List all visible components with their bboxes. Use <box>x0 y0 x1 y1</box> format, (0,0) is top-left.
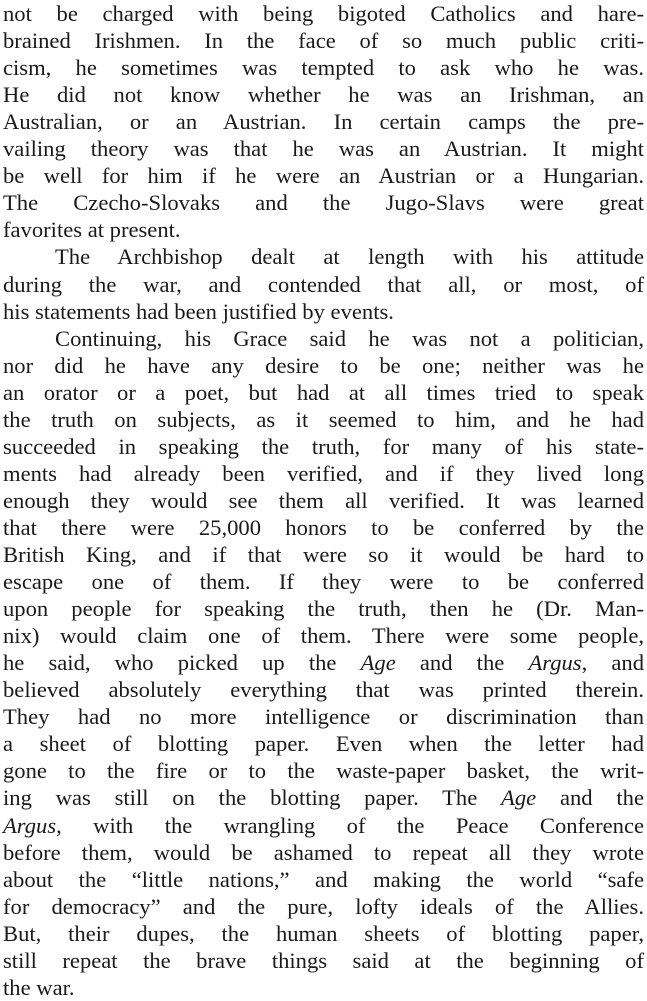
text-line: ments had already been verified, and if they lived long <box>3 460 644 486</box>
text-line: be well for him if he were an Austrian or a Hungarian. <box>3 163 644 189</box>
text-line: The Czecho-Slovaks and the Jugo-Slavs were great <box>3 190 644 216</box>
text-line: But, their dupes, the human sheets of blotting paper, <box>3 920 644 946</box>
text-line: He did not know whether he was an Irishman, an <box>3 82 644 108</box>
text-line: the war. <box>3 974 75 1000</box>
text-line: a sheet of blotting paper. Even when the letter had <box>3 731 644 757</box>
text-line: favorites at present. <box>3 217 181 243</box>
text-line: cism, he sometimes was tempted to ask who he was. <box>3 55 644 81</box>
text-line: nix) would claim one of them. There were some people, <box>3 623 644 649</box>
text-line: The Archbishop dealt at length with his attitude <box>55 244 644 270</box>
text-line: his statements had been justified by events. <box>3 298 394 324</box>
text-line: about the “little nations,” and making the world “safe <box>3 866 644 892</box>
text-line: brained Irishmen. In the face of so much public criti- <box>3 28 644 54</box>
text-line: Argus, with the wrangling of the Peace Conference <box>3 812 644 838</box>
text-line: that there were 25,000 honors to be conferred by the <box>3 514 644 540</box>
text-line: They had no more intelligence or discrimination than <box>3 704 644 730</box>
text-line: upon people for speaking the truth, then he (Dr. Man- <box>3 596 644 622</box>
text-line: for democracy” and the pure, lofty ideals of the Allies. <box>3 893 644 919</box>
text-line: believed absolutely everything that was printed therein. <box>3 677 644 703</box>
text-line: escape one of them. If they were to be conferred <box>3 569 644 595</box>
text-line: ing was still on the blotting paper. The Age and the <box>3 785 644 811</box>
text-line: enough they would see them all verified. It was learned <box>3 487 644 513</box>
text-line: succeeded in speaking the truth, for many of his state- <box>3 433 644 459</box>
text-line: gone to the fire or to the waste-paper basket, the writ- <box>3 758 644 784</box>
text-line: still repeat the brave things said at the beginning of <box>3 947 644 973</box>
text-line: Continuing, his Grace said he was not a politician, <box>55 325 644 351</box>
text-line: Australian, or an Austrian. In certain camps the pre- <box>3 109 644 135</box>
text-line: he said, who picked up the Age and the Argus, and <box>3 650 645 676</box>
text-line: before them, would be ashamed to repeat all they wrote <box>3 839 644 865</box>
text-line: British King, and if that were so it would be hard to <box>3 542 644 567</box>
text-line: not be charged with being bigoted Catholics and hare- <box>3 1 644 26</box>
text-line: an orator or a poet, but had at all times tried to speak <box>3 379 644 405</box>
text-line: vailing theory was that he was an Austrian. It might <box>3 136 644 162</box>
text-line: the truth on subjects, as it seemed to him, and he had <box>3 406 644 432</box>
text-line: nor did he have any desire to be one; neither was he <box>3 352 644 378</box>
text-line: during the war, and contended that all, or most, of <box>3 271 644 297</box>
